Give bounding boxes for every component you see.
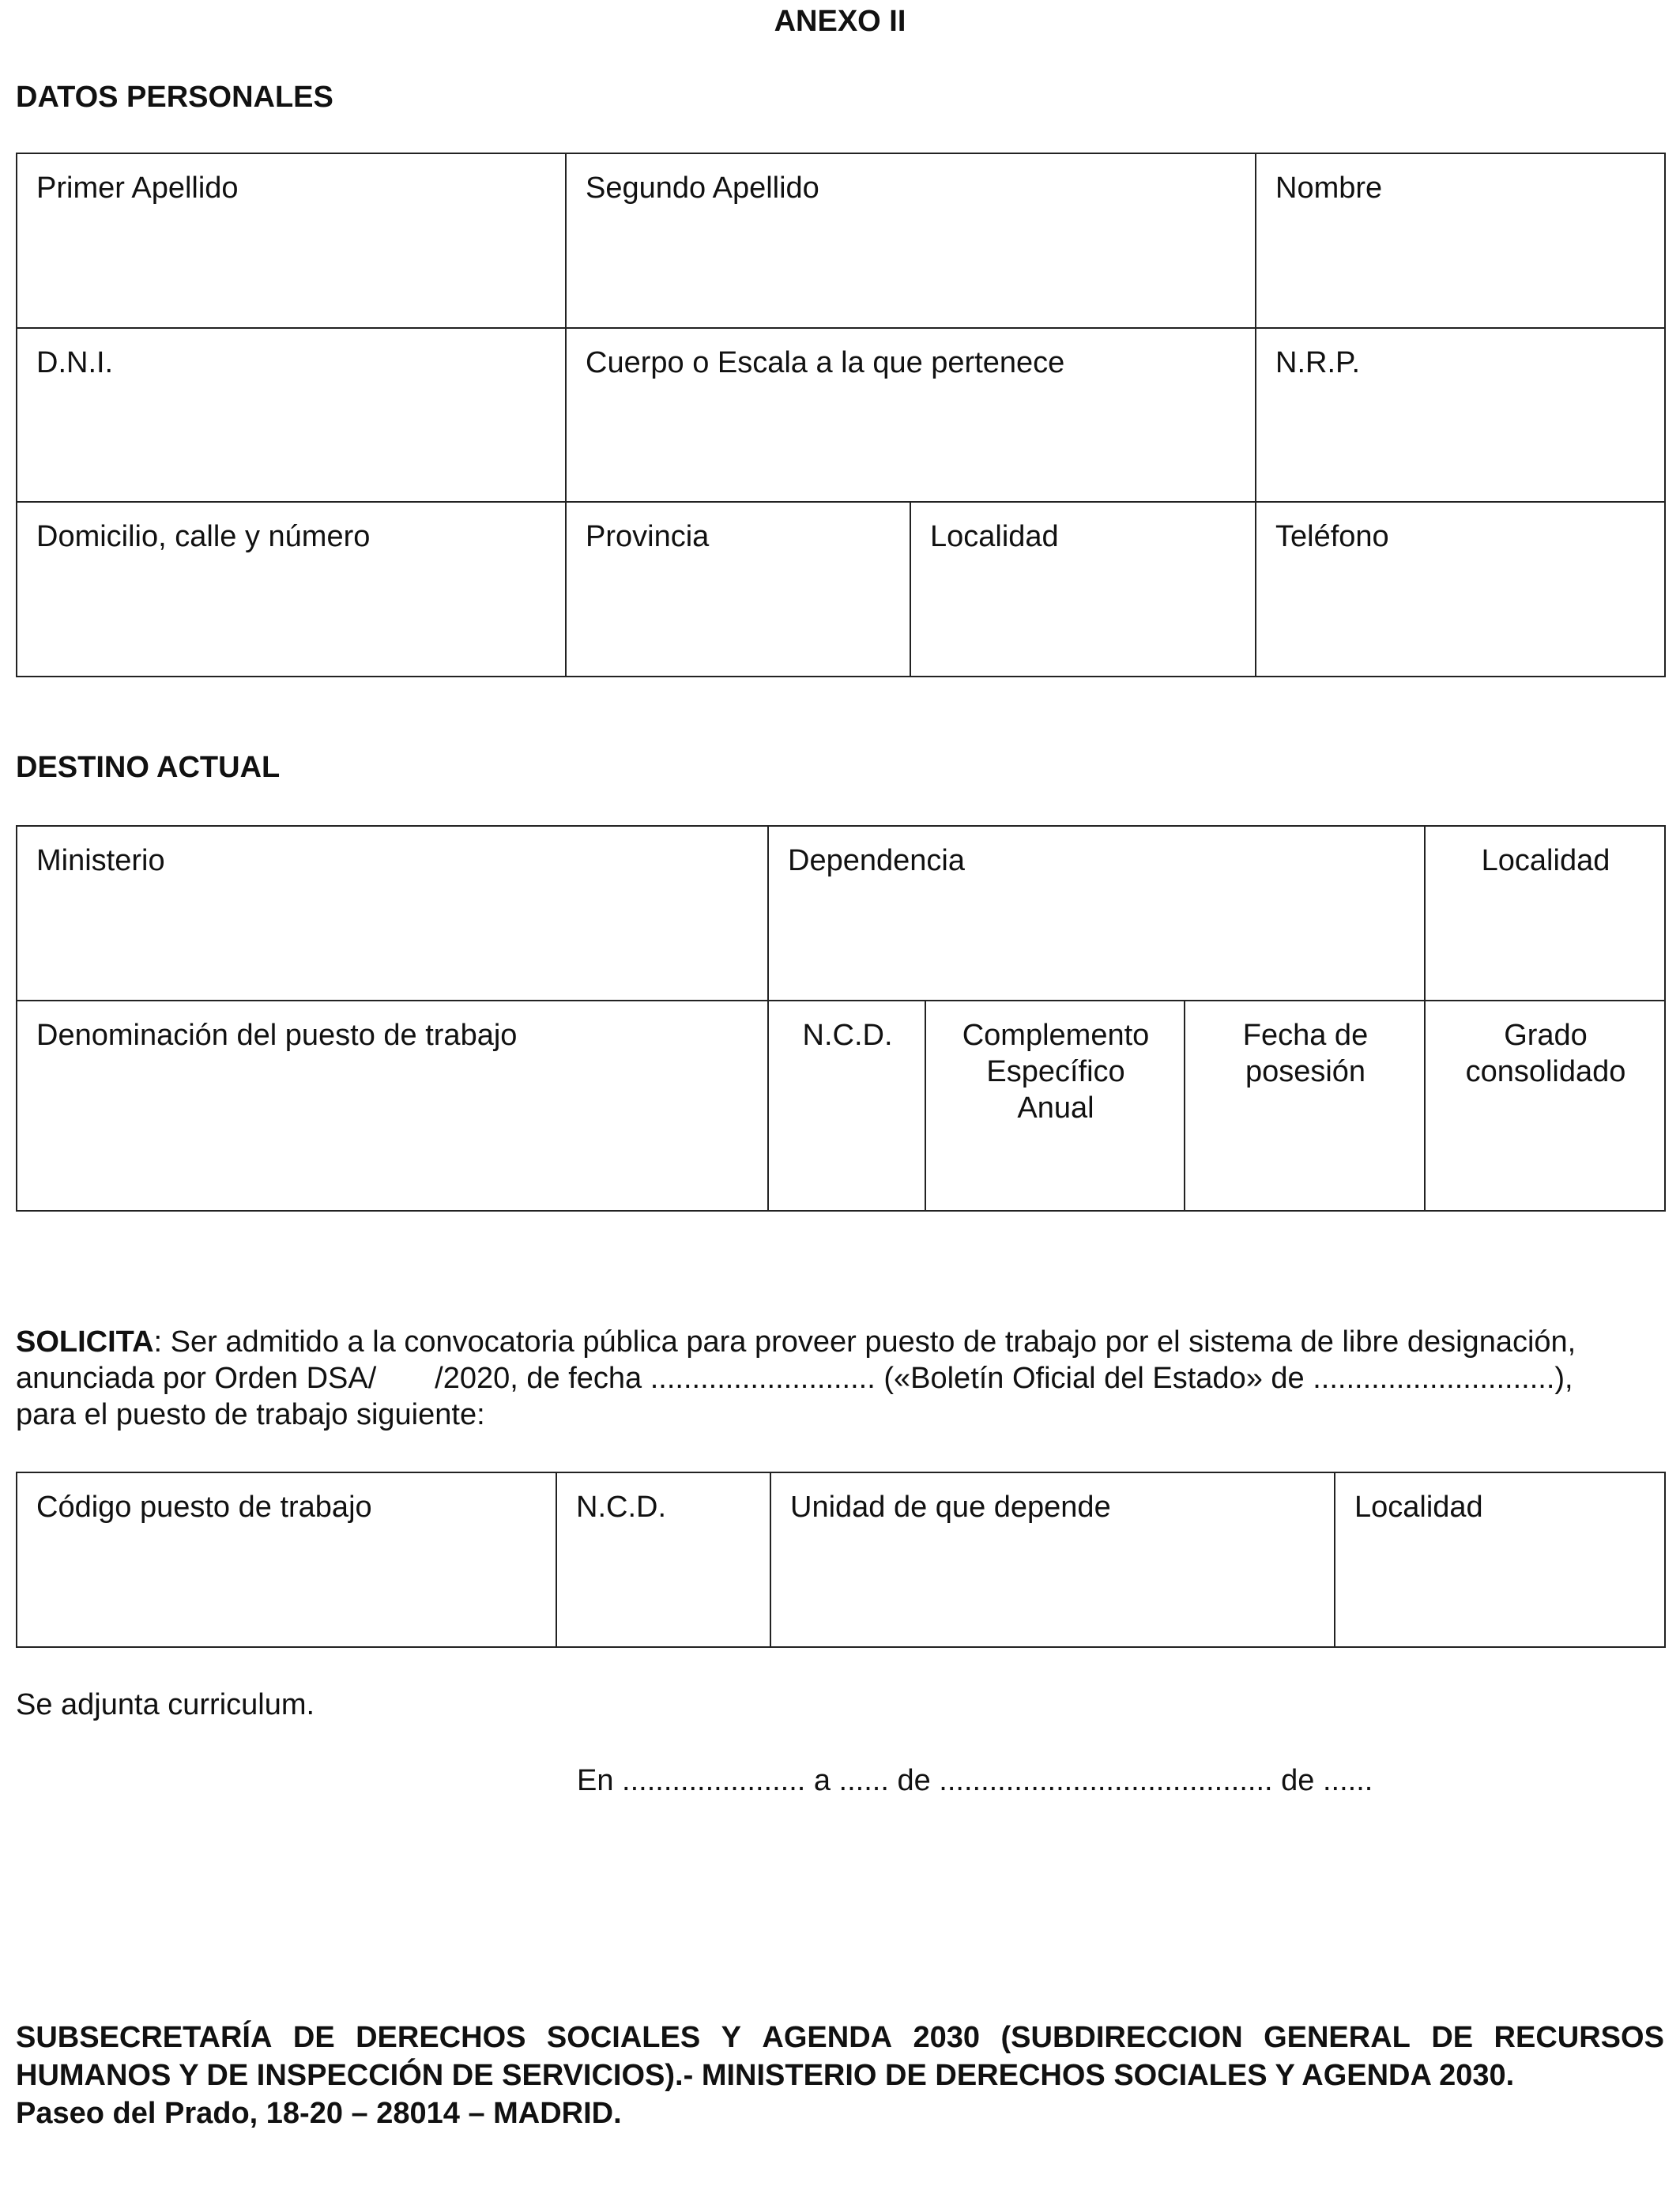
footer-word: 2030 bbox=[913, 2021, 981, 2054]
field-label-line: Fecha de bbox=[1242, 1019, 1369, 1052]
solicita-label: SOLICITA bbox=[16, 1325, 154, 1359]
field-label: N.C.D. bbox=[802, 1019, 893, 1052]
field-label: Localidad bbox=[930, 520, 1059, 553]
field-localidad[interactable] bbox=[910, 502, 1256, 677]
field-label-line: Grado bbox=[1504, 1019, 1588, 1052]
field-label: Cuerpo o Escala a la que pertenece bbox=[586, 346, 1065, 379]
footer-word: GENERAL bbox=[1264, 2021, 1411, 2054]
solicita-line-2: anunciada por Orden DSA/ /2020, de fecha ........................... («Boletín Oficial del Estado» de .............................), bbox=[16, 1362, 1573, 1395]
field-ncd-puesto[interactable] bbox=[556, 1472, 770, 1647]
footer-word: SOCIALES bbox=[546, 2021, 701, 2054]
solicita-line-3: para el puesto de trabajo siguiente: bbox=[16, 1398, 485, 1431]
field-dni[interactable] bbox=[17, 328, 566, 502]
curriculum-note: Se adjunta curriculum. bbox=[16, 1688, 315, 1721]
field-telefono[interactable] bbox=[1256, 502, 1665, 677]
solicita-line-1 bbox=[16, 1324, 1664, 1360]
field-label: Nombre bbox=[1275, 172, 1383, 205]
field-label: Ministerio bbox=[36, 844, 165, 877]
destino-actual-table bbox=[16, 825, 1666, 1212]
personal-data-table bbox=[16, 153, 1666, 677]
field-label: Localidad bbox=[1481, 844, 1610, 877]
field-unidad-depende[interactable] bbox=[770, 1472, 1335, 1647]
section-heading-destino-actual: DESTINO ACTUAL bbox=[16, 751, 281, 784]
page-title: ANEXO II bbox=[774, 5, 906, 38]
puesto-solicitado-table bbox=[16, 1472, 1666, 1648]
footer-word: DE bbox=[1431, 2021, 1474, 2054]
field-label-line: Complemento bbox=[962, 1019, 1150, 1052]
field-domicilio[interactable] bbox=[17, 502, 566, 677]
field-localidad-destino[interactable] bbox=[1425, 826, 1665, 1001]
field-label-line: posesión bbox=[1245, 1055, 1366, 1088]
footer-line-3: Paseo del Prado, 18-20 – 28014 – MADRID. bbox=[16, 2097, 622, 2130]
field-denominacion-puesto[interactable] bbox=[17, 1001, 768, 1211]
footer-word: SUBSECRETARÍA bbox=[16, 2021, 273, 2054]
field-label: Provincia bbox=[586, 520, 710, 553]
field-label: Teléfono bbox=[1275, 520, 1389, 553]
footer-line-1 bbox=[16, 2019, 1664, 2056]
field-label: N.R.P. bbox=[1275, 346, 1361, 379]
field-label: Localidad bbox=[1354, 1491, 1483, 1524]
footer-word: (SUBDIRECCION bbox=[1000, 2021, 1243, 2054]
field-cuerpo-escala[interactable] bbox=[566, 328, 1256, 502]
date-place-line: En ...................... a ...... de ........................................ de ...... bbox=[577, 1764, 1373, 1797]
field-label: Segundo Apellido bbox=[586, 172, 819, 205]
footer-word: DE bbox=[292, 2021, 335, 2054]
field-label: D.N.I. bbox=[36, 346, 114, 379]
solicita-paragraph bbox=[16, 1324, 1664, 1433]
field-nrp[interactable] bbox=[1256, 328, 1665, 502]
footer-line-2: HUMANOS Y DE INSPECCIÓN DE SERVICIOS).- MINISTERIO DE DERECHOS SOCIALES Y AGENDA 2030. bbox=[16, 2059, 1515, 2092]
field-ministerio[interactable] bbox=[17, 826, 768, 1001]
field-primer-apellido[interactable] bbox=[17, 153, 566, 328]
section-heading-datos-personales: DATOS PERSONALES bbox=[16, 81, 333, 114]
solicita-text: : Ser admitido a la convocatoria pública para proveer puesto de trabajo por el sistema de libre designación, bbox=[153, 1325, 1576, 1359]
field-label: Domicilio, calle y número bbox=[36, 520, 371, 553]
field-codigo-puesto[interactable] bbox=[17, 1472, 556, 1647]
field-label-line: Específico bbox=[986, 1055, 1125, 1088]
field-dependencia[interactable] bbox=[768, 826, 1425, 1001]
field-label-line: Anual bbox=[1017, 1091, 1094, 1125]
field-label-line: consolidado bbox=[1465, 1055, 1626, 1088]
field-label: Código puesto de trabajo bbox=[36, 1491, 372, 1524]
footer-word: Y bbox=[721, 2021, 741, 2054]
field-provincia[interactable] bbox=[566, 502, 910, 677]
field-label: Primer Apellido bbox=[36, 172, 239, 205]
field-label: Dependencia bbox=[788, 844, 965, 877]
footer-word: AGENDA bbox=[762, 2021, 893, 2054]
field-segundo-apellido[interactable] bbox=[566, 153, 1256, 328]
field-ncd-destino[interactable] bbox=[768, 1001, 925, 1211]
field-localidad-puesto[interactable] bbox=[1335, 1472, 1665, 1647]
field-label: N.C.D. bbox=[576, 1491, 666, 1524]
footer-word: DERECHOS bbox=[356, 2021, 526, 2054]
field-grado-consolidado[interactable] bbox=[1425, 1001, 1665, 1211]
footer-word: RECURSOS bbox=[1494, 2021, 1664, 2054]
field-complemento-especifico[interactable] bbox=[925, 1001, 1185, 1211]
field-fecha-posesion[interactable] bbox=[1185, 1001, 1425, 1211]
field-label: Denominación del puesto de trabajo bbox=[36, 1019, 518, 1052]
field-nombre[interactable] bbox=[1256, 153, 1665, 328]
field-label: Unidad de que depende bbox=[790, 1491, 1111, 1524]
footer-address bbox=[16, 2019, 1664, 2132]
